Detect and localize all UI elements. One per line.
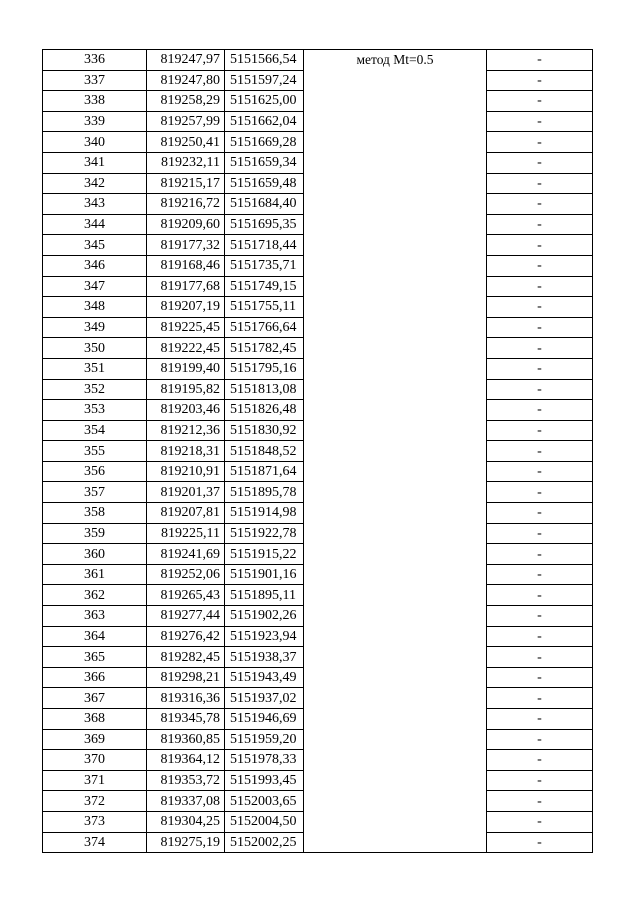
y-coordinate-cell: 5151795,16 <box>225 358 304 379</box>
y-coordinate-cell: 5151923,94 <box>225 626 304 647</box>
point-number-cell: 339 <box>43 111 147 132</box>
point-number-cell: 347 <box>43 276 147 297</box>
point-number-cell: 369 <box>43 729 147 750</box>
x-coordinate-cell: 819201,37 <box>147 482 225 503</box>
y-coordinate-cell: 5151993,45 <box>225 770 304 791</box>
y-coordinate-cell: 5151946,69 <box>225 709 304 730</box>
value-cell: - <box>487 811 593 832</box>
point-number-cell: 352 <box>43 379 147 400</box>
point-number-cell: 340 <box>43 132 147 153</box>
point-number-cell: 373 <box>43 811 147 832</box>
value-cell: - <box>487 626 593 647</box>
y-coordinate-cell: 5151901,16 <box>225 564 304 585</box>
point-number-cell: 350 <box>43 338 147 359</box>
point-number-cell: 345 <box>43 235 147 256</box>
x-coordinate-cell: 819275,19 <box>147 832 225 853</box>
x-coordinate-cell: 819203,46 <box>147 400 225 421</box>
x-coordinate-cell: 819168,46 <box>147 255 225 276</box>
value-cell: - <box>487 688 593 709</box>
x-coordinate-cell: 819177,68 <box>147 276 225 297</box>
y-coordinate-cell: 5151659,34 <box>225 152 304 173</box>
y-coordinate-cell: 5151915,22 <box>225 544 304 565</box>
value-cell: - <box>487 544 593 565</box>
point-number-cell: 366 <box>43 667 147 688</box>
y-coordinate-cell: 5151782,45 <box>225 338 304 359</box>
coordinates-table-body <box>43 50 593 853</box>
x-coordinate-cell: 819212,36 <box>147 420 225 441</box>
x-coordinate-cell: 819277,44 <box>147 606 225 627</box>
y-coordinate-cell: 5151659,48 <box>225 173 304 194</box>
x-coordinate-cell: 819360,85 <box>147 729 225 750</box>
value-cell: - <box>487 523 593 544</box>
x-coordinate-cell: 819353,72 <box>147 770 225 791</box>
y-coordinate-cell: 5151830,92 <box>225 420 304 441</box>
value-cell: - <box>487 111 593 132</box>
point-number-cell: 360 <box>43 544 147 565</box>
value-cell: - <box>487 235 593 256</box>
y-coordinate-cell: 5152003,65 <box>225 791 304 812</box>
point-number-cell: 351 <box>43 358 147 379</box>
point-number-cell: 336 <box>43 50 147 71</box>
x-coordinate-cell: 819257,99 <box>147 111 225 132</box>
x-coordinate-cell: 819218,31 <box>147 441 225 462</box>
point-number-cell: 344 <box>43 214 147 235</box>
value-cell: - <box>487 297 593 318</box>
point-number-cell: 372 <box>43 791 147 812</box>
value-cell: - <box>487 317 593 338</box>
y-coordinate-cell: 5151826,48 <box>225 400 304 421</box>
point-number-cell: 361 <box>43 564 147 585</box>
point-number-cell: 362 <box>43 585 147 606</box>
point-number-cell: 343 <box>43 194 147 215</box>
value-cell: - <box>487 132 593 153</box>
y-coordinate-cell: 5151959,20 <box>225 729 304 750</box>
x-coordinate-cell: 819216,72 <box>147 194 225 215</box>
y-coordinate-cell: 5151937,02 <box>225 688 304 709</box>
x-coordinate-cell: 819247,80 <box>147 70 225 91</box>
value-cell: - <box>487 750 593 771</box>
point-number-cell: 354 <box>43 420 147 441</box>
x-coordinate-cell: 819222,45 <box>147 338 225 359</box>
y-coordinate-cell: 5151978,33 <box>225 750 304 771</box>
point-number-cell: 353 <box>43 400 147 421</box>
y-coordinate-cell: 5151943,49 <box>225 667 304 688</box>
x-coordinate-cell: 819364,12 <box>147 750 225 771</box>
x-coordinate-cell: 819241,69 <box>147 544 225 565</box>
x-coordinate-cell: 819298,21 <box>147 667 225 688</box>
value-cell: - <box>487 50 593 71</box>
point-number-cell: 374 <box>43 832 147 853</box>
x-coordinate-cell: 819177,32 <box>147 235 225 256</box>
value-cell: - <box>487 667 593 688</box>
x-coordinate-cell: 819207,19 <box>147 297 225 318</box>
y-coordinate-cell: 5151755,11 <box>225 297 304 318</box>
value-cell: - <box>487 255 593 276</box>
y-coordinate-cell: 5151625,00 <box>225 91 304 112</box>
point-number-cell: 348 <box>43 297 147 318</box>
y-coordinate-cell: 5151895,11 <box>225 585 304 606</box>
point-number-cell: 346 <box>43 255 147 276</box>
x-coordinate-cell: 819258,29 <box>147 91 225 112</box>
value-cell: - <box>487 379 593 400</box>
point-number-cell: 338 <box>43 91 147 112</box>
value-cell: - <box>487 770 593 791</box>
value-cell: - <box>487 400 593 421</box>
x-coordinate-cell: 819345,78 <box>147 709 225 730</box>
y-coordinate-cell: 5151813,08 <box>225 379 304 400</box>
x-coordinate-cell: 819282,45 <box>147 647 225 668</box>
value-cell: - <box>487 729 593 750</box>
point-number-cell: 370 <box>43 750 147 771</box>
value-cell: - <box>487 832 593 853</box>
point-number-cell: 358 <box>43 503 147 524</box>
y-coordinate-cell: 5151684,40 <box>225 194 304 215</box>
x-coordinate-cell: 819210,91 <box>147 461 225 482</box>
x-coordinate-cell: 819209,60 <box>147 214 225 235</box>
y-coordinate-cell: 5151662,04 <box>225 111 304 132</box>
value-cell: - <box>487 606 593 627</box>
x-coordinate-cell: 819225,11 <box>147 523 225 544</box>
value-cell: - <box>487 461 593 482</box>
x-coordinate-cell: 819276,42 <box>147 626 225 647</box>
value-cell: - <box>487 276 593 297</box>
value-cell: - <box>487 482 593 503</box>
y-coordinate-cell: 5151718,44 <box>225 235 304 256</box>
x-coordinate-cell: 819199,40 <box>147 358 225 379</box>
value-cell: - <box>487 564 593 585</box>
y-coordinate-cell: 5151902,26 <box>225 606 304 627</box>
y-coordinate-cell: 5151848,52 <box>225 441 304 462</box>
point-number-cell: 341 <box>43 152 147 173</box>
y-coordinate-cell: 5151597,24 <box>225 70 304 91</box>
value-cell: - <box>487 709 593 730</box>
x-coordinate-cell: 819265,43 <box>147 585 225 606</box>
y-coordinate-cell: 5151669,28 <box>225 132 304 153</box>
x-coordinate-cell: 819232,11 <box>147 152 225 173</box>
point-number-cell: 365 <box>43 647 147 668</box>
x-coordinate-cell: 819247,97 <box>147 50 225 71</box>
y-coordinate-cell: 5151922,78 <box>225 523 304 544</box>
y-coordinate-cell: 5151749,15 <box>225 276 304 297</box>
x-coordinate-cell: 819316,36 <box>147 688 225 709</box>
value-cell: - <box>487 338 593 359</box>
x-coordinate-cell: 819207,81 <box>147 503 225 524</box>
y-coordinate-cell: 5152004,50 <box>225 811 304 832</box>
y-coordinate-cell: 5151566,54 <box>225 50 304 71</box>
x-coordinate-cell: 819337,08 <box>147 791 225 812</box>
y-coordinate-cell: 5151895,78 <box>225 482 304 503</box>
point-number-cell: 337 <box>43 70 147 91</box>
value-cell: - <box>487 152 593 173</box>
y-coordinate-cell: 5151938,37 <box>225 647 304 668</box>
point-number-cell: 363 <box>43 606 147 627</box>
y-coordinate-cell: 5152002,25 <box>225 832 304 853</box>
value-cell: - <box>487 503 593 524</box>
point-number-cell: 371 <box>43 770 147 791</box>
x-coordinate-cell: 819225,45 <box>147 317 225 338</box>
x-coordinate-cell: 819195,82 <box>147 379 225 400</box>
coordinates-table <box>42 49 593 853</box>
point-number-cell: 367 <box>43 688 147 709</box>
point-number-cell: 349 <box>43 317 147 338</box>
value-cell: - <box>487 173 593 194</box>
value-cell: - <box>487 70 593 91</box>
y-coordinate-cell: 5151914,98 <box>225 503 304 524</box>
point-number-cell: 342 <box>43 173 147 194</box>
y-coordinate-cell: 5151695,35 <box>225 214 304 235</box>
value-cell: - <box>487 441 593 462</box>
x-coordinate-cell: 819304,25 <box>147 811 225 832</box>
point-number-cell: 356 <box>43 461 147 482</box>
x-coordinate-cell: 819252,06 <box>147 564 225 585</box>
value-cell: - <box>487 91 593 112</box>
x-coordinate-cell: 819215,17 <box>147 173 225 194</box>
method-cell: метод Mt=0.5 <box>304 50 487 853</box>
table-row <box>43 50 593 71</box>
point-number-cell: 355 <box>43 441 147 462</box>
value-cell: - <box>487 791 593 812</box>
value-cell: - <box>487 214 593 235</box>
point-number-cell: 359 <box>43 523 147 544</box>
value-cell: - <box>487 194 593 215</box>
y-coordinate-cell: 5151735,71 <box>225 255 304 276</box>
y-coordinate-cell: 5151871,64 <box>225 461 304 482</box>
value-cell: - <box>487 358 593 379</box>
value-cell: - <box>487 585 593 606</box>
point-number-cell: 357 <box>43 482 147 503</box>
point-number-cell: 368 <box>43 709 147 730</box>
value-cell: - <box>487 647 593 668</box>
x-coordinate-cell: 819250,41 <box>147 132 225 153</box>
y-coordinate-cell: 5151766,64 <box>225 317 304 338</box>
value-cell: - <box>487 420 593 441</box>
point-number-cell: 364 <box>43 626 147 647</box>
